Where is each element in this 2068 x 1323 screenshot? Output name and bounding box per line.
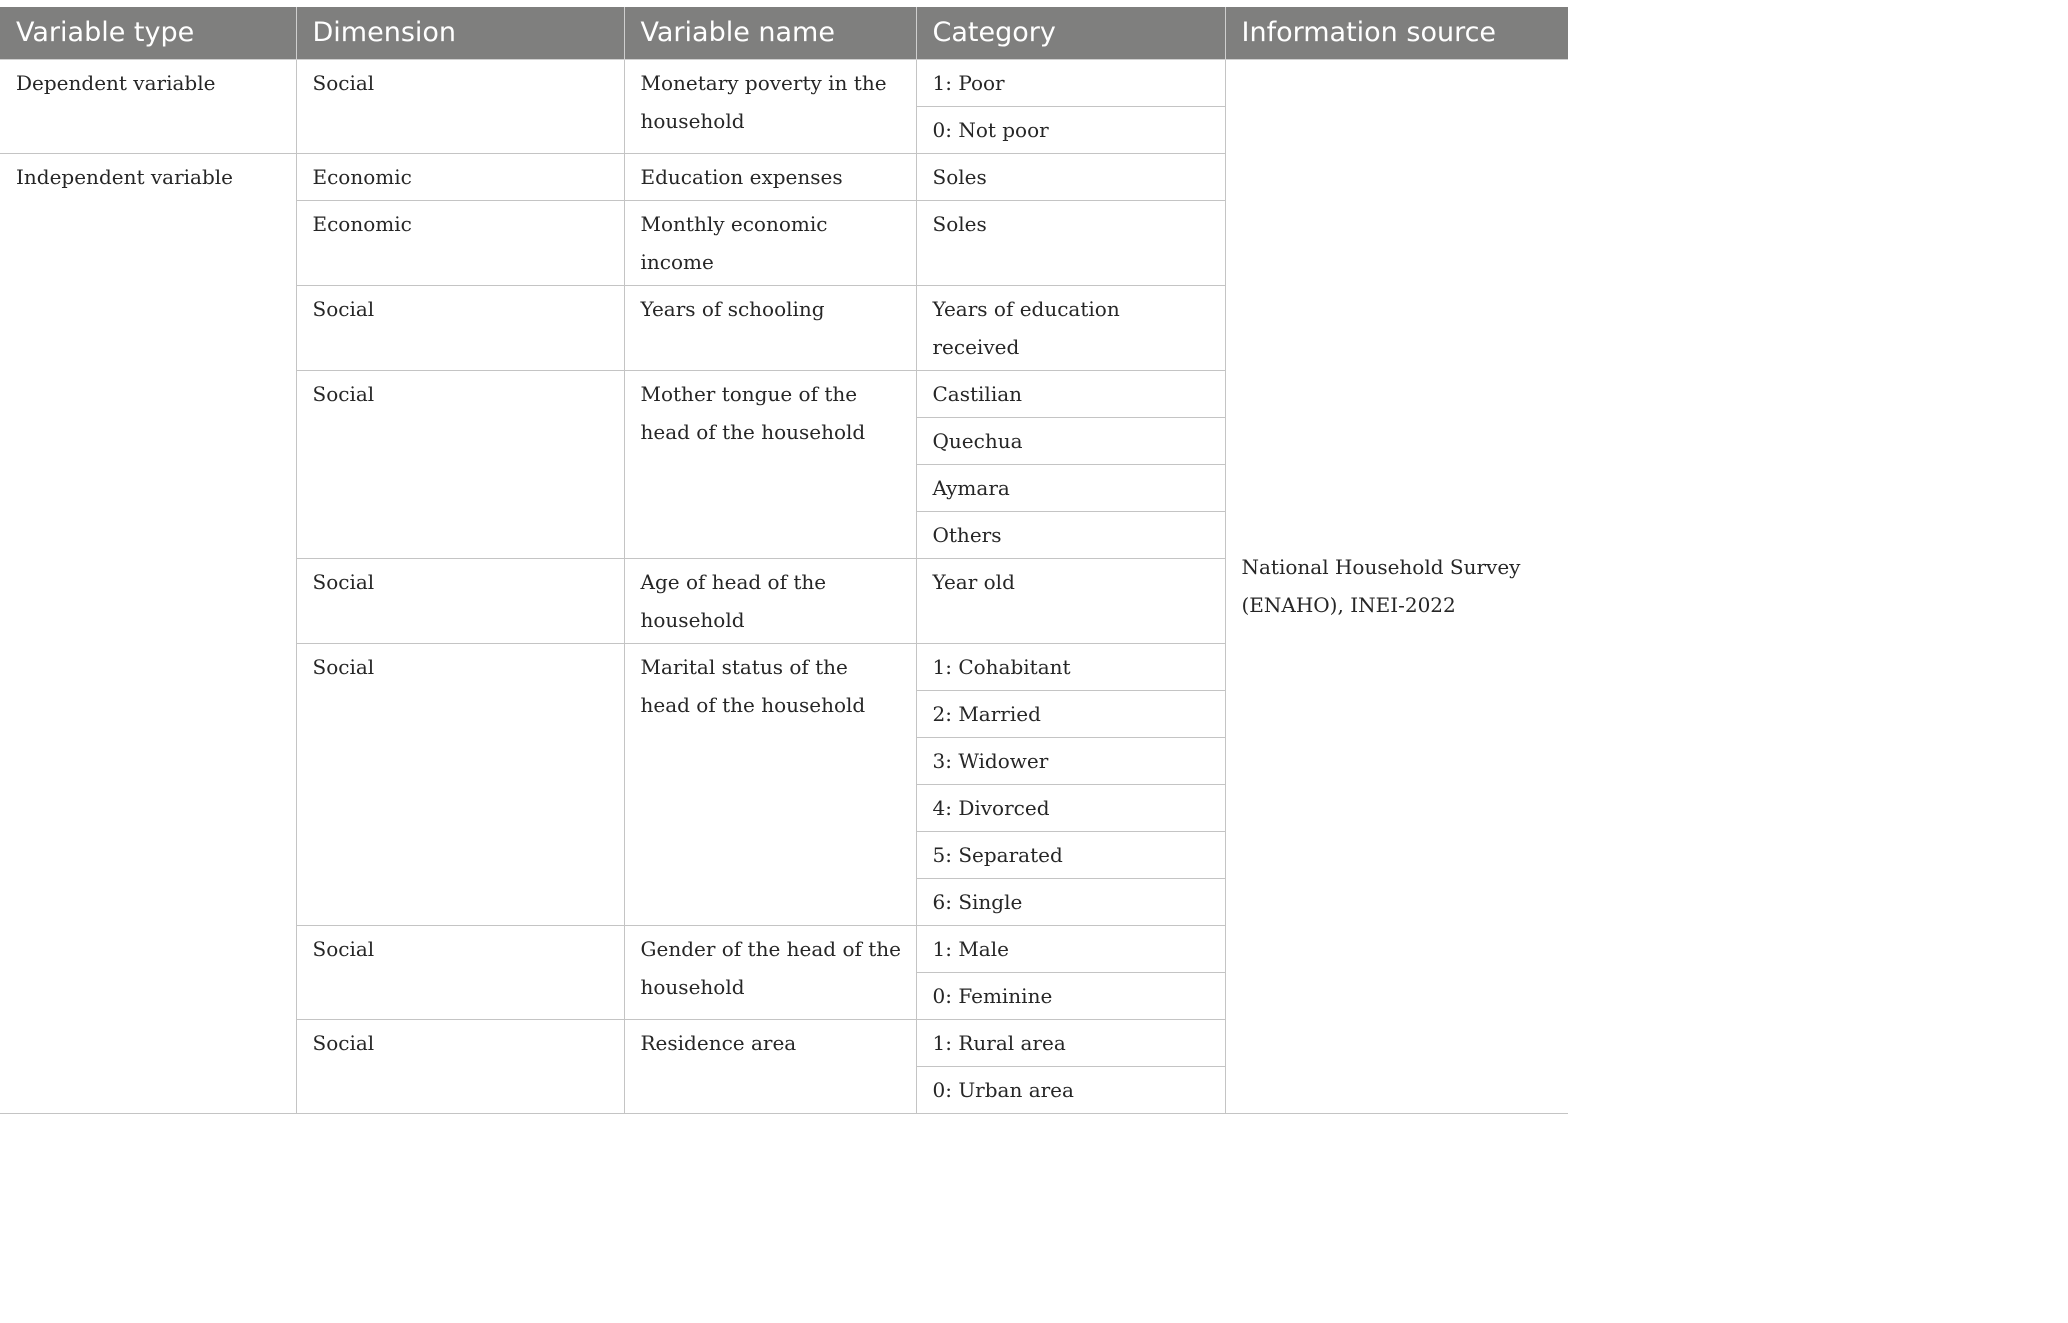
variable-name-cell: Residence area xyxy=(624,1019,916,1113)
category-cell: Soles xyxy=(916,153,1225,200)
dimension-cell: Social xyxy=(296,643,624,925)
dimension-cell: Social xyxy=(296,370,624,558)
dimension-cell: Social xyxy=(296,285,624,370)
category-cell: 0: Feminine xyxy=(916,972,1225,1019)
category-cell: 5: Separated xyxy=(916,831,1225,878)
variable-type-cell: Dependent variable xyxy=(0,59,296,153)
category-cell: Year old xyxy=(916,558,1225,643)
table-row xyxy=(0,59,1568,106)
category-cell: Aymara xyxy=(916,464,1225,511)
header-category: Category xyxy=(916,7,1225,59)
dimension-cell: Social xyxy=(296,1019,624,1113)
header-information-source: Information source xyxy=(1225,7,1568,59)
category-cell: Soles xyxy=(916,200,1225,285)
category-cell: Quechua xyxy=(916,417,1225,464)
variable-name-cell: Gender of the head of the household xyxy=(624,925,916,1019)
dimension-cell: Social xyxy=(296,925,624,1019)
header-variable-type: Variable type xyxy=(0,7,296,59)
category-cell: Others xyxy=(916,511,1225,558)
dimension-cell: Social xyxy=(296,59,624,153)
table-header-row xyxy=(0,7,1568,59)
category-cell: 1: Poor xyxy=(916,59,1225,106)
category-cell: 0: Not poor xyxy=(916,106,1225,153)
variable-name-cell: Marital status of the head of the household xyxy=(624,643,916,925)
dimension-cell: Economic xyxy=(296,153,624,200)
variable-name-cell: Monetary poverty in the household xyxy=(624,59,916,153)
variable-name-cell: Age of head of the household xyxy=(624,558,916,643)
category-cell: Years of education received xyxy=(916,285,1225,370)
dimension-cell: Economic xyxy=(296,200,624,285)
variable-name-cell: Monthly economic income xyxy=(624,200,916,285)
variable-type-cell: Independent variable xyxy=(0,153,296,1113)
category-cell: 1: Cohabitant xyxy=(916,643,1225,690)
information-source-cell: National Household Survey (ENAHO), INEI-2022 xyxy=(1225,59,1568,1113)
category-cell: 1: Rural area xyxy=(916,1019,1225,1066)
variables-table xyxy=(0,7,1568,1114)
table-body xyxy=(0,59,1568,1113)
header-dimension: Dimension xyxy=(296,7,624,59)
category-cell: 4: Divorced xyxy=(916,784,1225,831)
variable-name-cell: Mother tongue of the head of the household xyxy=(624,370,916,558)
category-cell: Castilian xyxy=(916,370,1225,417)
variable-name-cell: Years of schooling xyxy=(624,285,916,370)
category-cell: 2: Married xyxy=(916,690,1225,737)
variable-name-cell: Education expenses xyxy=(624,153,916,200)
dimension-cell: Social xyxy=(296,558,624,643)
category-cell: 1: Male xyxy=(916,925,1225,972)
header-variable-name: Variable name xyxy=(624,7,916,59)
category-cell: 3: Widower xyxy=(916,737,1225,784)
category-cell: 0: Urban area xyxy=(916,1066,1225,1113)
category-cell: 6: Single xyxy=(916,878,1225,925)
